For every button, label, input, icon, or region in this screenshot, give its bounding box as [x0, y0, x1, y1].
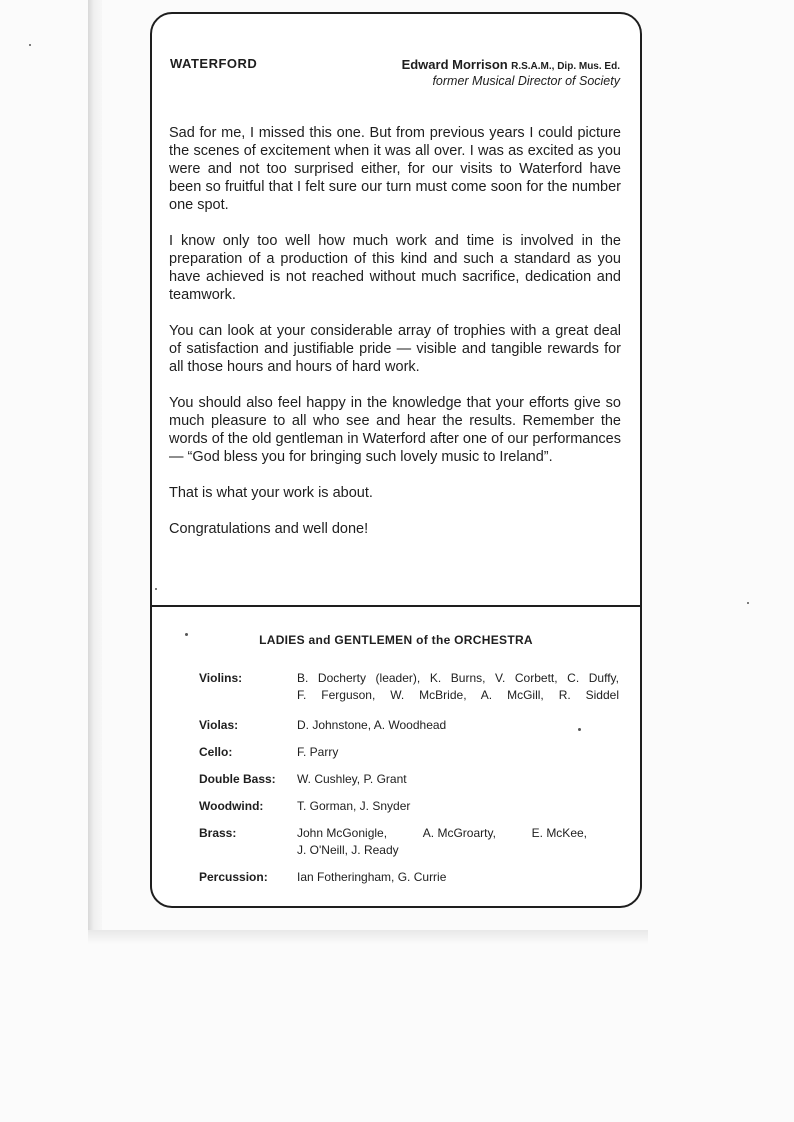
orchestra-row-violins [199, 670, 619, 704]
member-name: E. McKee, [531, 826, 587, 840]
letter-paragraph: I know only too well how much work and time is involved in the preparation of a production of this kind and such a standard as you have achieved is not reached without much sacrifice, dedication and teamwork. [169, 233, 621, 303]
print-speck [578, 728, 581, 731]
section-divider [150, 605, 642, 607]
letter-author-block [402, 57, 620, 88]
section-name: Cello: [199, 745, 233, 759]
member-line: J. O'Neill, J. Ready [297, 843, 399, 857]
letter-body [169, 124, 621, 556]
orchestra-row-percussion [199, 869, 619, 886]
orchestra-row-woodwind [199, 798, 619, 815]
letter-place: WATERFORD [170, 56, 258, 71]
section-name: Violins: [199, 671, 243, 685]
print-speck [747, 602, 749, 604]
section-members [297, 670, 619, 704]
letter-paragraph: Sad for me, I missed this one. But from previous years I could picture the scenes of excitement when it was all over. I was as excited as you were and not too surprised either, for our visits to Waterford have been so fruitful that I felt sure our turn must come soon for the number one spot. [169, 125, 621, 213]
member-name: A. McGroarty, [422, 826, 496, 840]
section-name: Brass: [199, 826, 237, 840]
section-name: Double Bass: [199, 772, 276, 786]
member-line: F. Parry [297, 745, 339, 759]
print-speck [155, 588, 157, 590]
orchestra-list [199, 670, 619, 886]
section-name: Percussion: [199, 870, 268, 884]
section-members [297, 825, 619, 859]
print-speck [185, 633, 188, 636]
member-line: D. Johnstone, A. Woodhead [297, 718, 447, 732]
member-line: Ian Fotheringham, G. Currie [297, 870, 447, 884]
orchestra-row-cello [199, 744, 619, 761]
author-role: former Musical Director of Society [432, 74, 620, 88]
member-line: B. Docherty (leader), K. Burns, V. Corbett, C. Duffy, [297, 671, 619, 685]
author-credentials: R.S.A.M., Dip. Mus. Ed. [511, 61, 620, 72]
orchestra-row-double-bass [199, 771, 619, 788]
member-line: T. Gorman, J. Snyder [297, 799, 411, 813]
author-name: Edward Morrison [401, 57, 508, 72]
page-bottom-shadow [88, 930, 648, 944]
print-speck [29, 44, 31, 46]
section-name: Woodwind: [199, 799, 264, 813]
letter-paragraph: You can look at your considerable array of trophies with a great deal of satisfaction and justifiable pride — visible and tangible rewards for all those hours and hours of hard work. [169, 323, 621, 375]
page-fold-shadow [88, 0, 102, 940]
letter-paragraph: You should also feel happy in the knowledge that your efforts give so much pleasure to all who see and hear the results. Remember the words of the old gentleman in Waterford after one of our performances — “God bless you for bringing such lovely music to Ireland”. [169, 395, 621, 465]
member-name: John McGonigle, [297, 826, 388, 840]
orchestra-row-brass [199, 825, 619, 859]
letter-paragraph: That is what your work is about. [169, 485, 373, 501]
member-line [297, 825, 587, 842]
member-line: W. Cushley, P. Grant [297, 772, 407, 786]
letter-closing: Congratulations and well done! [169, 521, 369, 537]
orchestra-title: LADIES and GENTLEMEN of the ORCHESTRA [259, 633, 533, 647]
member-line: F. Ferguson, W. McBride, A. McGill, R. Siddel [297, 688, 619, 702]
section-name: Violas: [199, 718, 239, 732]
orchestra-row-violas [199, 717, 619, 734]
